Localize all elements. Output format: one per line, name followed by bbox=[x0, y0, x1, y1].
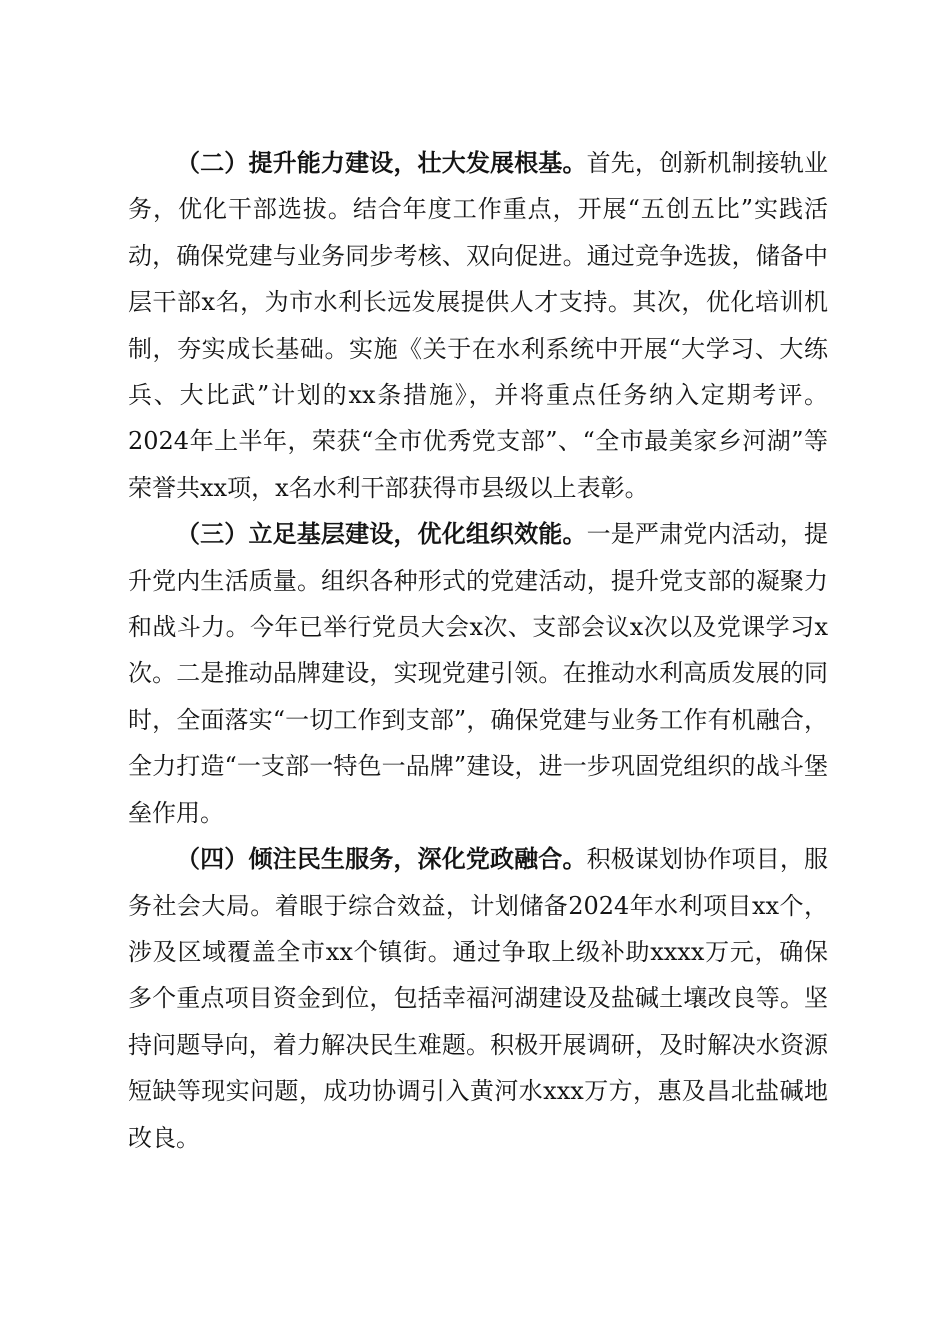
paragraph-text: 积极谋划协作项目，服务社会大局。着眼于综合效益，计划储备2024年水利项目xx个，涉及区域覆盖全市xx个镇街。通过争取上级补助xxxx万元，确保多个重点项目资金到位，包括幸福河湖建设及盐碱土壤改良等。坚持问题导向，着力解决民生难题。积极开展调研，及时解决水资源短缺等现实问题，成功协调引入黄河水xxx万方，惠及昌北盐碱地改良。 bbox=[128, 845, 829, 1152]
paragraph-heading: （四）倾注民生服务，深化党政融合。 bbox=[176, 844, 587, 874]
paragraph-heading: （三）立足基层建设，优化组织效能。 bbox=[176, 519, 587, 549]
paragraph-text: 首先，创新机制接轨业务，优化干部选拔。结合年度工作重点，开展“五创五比”实践活动，确保党建与业务同步考核、双向促进。通过竞争选拔，储备中层干部x名，为市水利长远发展提供人才支持。其次，优化培训机制，夯实成长基础。实施《关于在水利系统中开展“大学习、大练兵、大比武”计划的xx条措施》，并将重点任务纳入定期考评。2024年上半年，荣获“全市优秀党支部”、“全市最美家乡河湖”等荣誉共xx项，x名水利干部获得市县级以上表彰。 bbox=[128, 149, 829, 502]
paragraph-heading: （二）提升能力建设，壮大发展根基。 bbox=[176, 148, 587, 177]
document-body bbox=[128, 140, 828, 1161]
paragraph-capacity-building bbox=[128, 140, 828, 511]
paragraph-grassroots-building bbox=[128, 511, 828, 836]
paragraph-text: 一是严肃党内活动，提升党内生活质量。组织各种形式的党建活动，提升党支部的凝聚力和战斗力。今年已举行党员大会x次、支部会议x次以及党课学习x次。二是推动品牌建设，实现党建引领。在推动水利高质发展的同时，全面落实“一切工作到支部”，确保党建与业务工作有机融合，全力打造“一支部一特色一品牌”建设，进一步巩固党组织的战斗堡垒作用。 bbox=[128, 520, 829, 827]
paragraph-livelihood-service bbox=[128, 836, 828, 1161]
